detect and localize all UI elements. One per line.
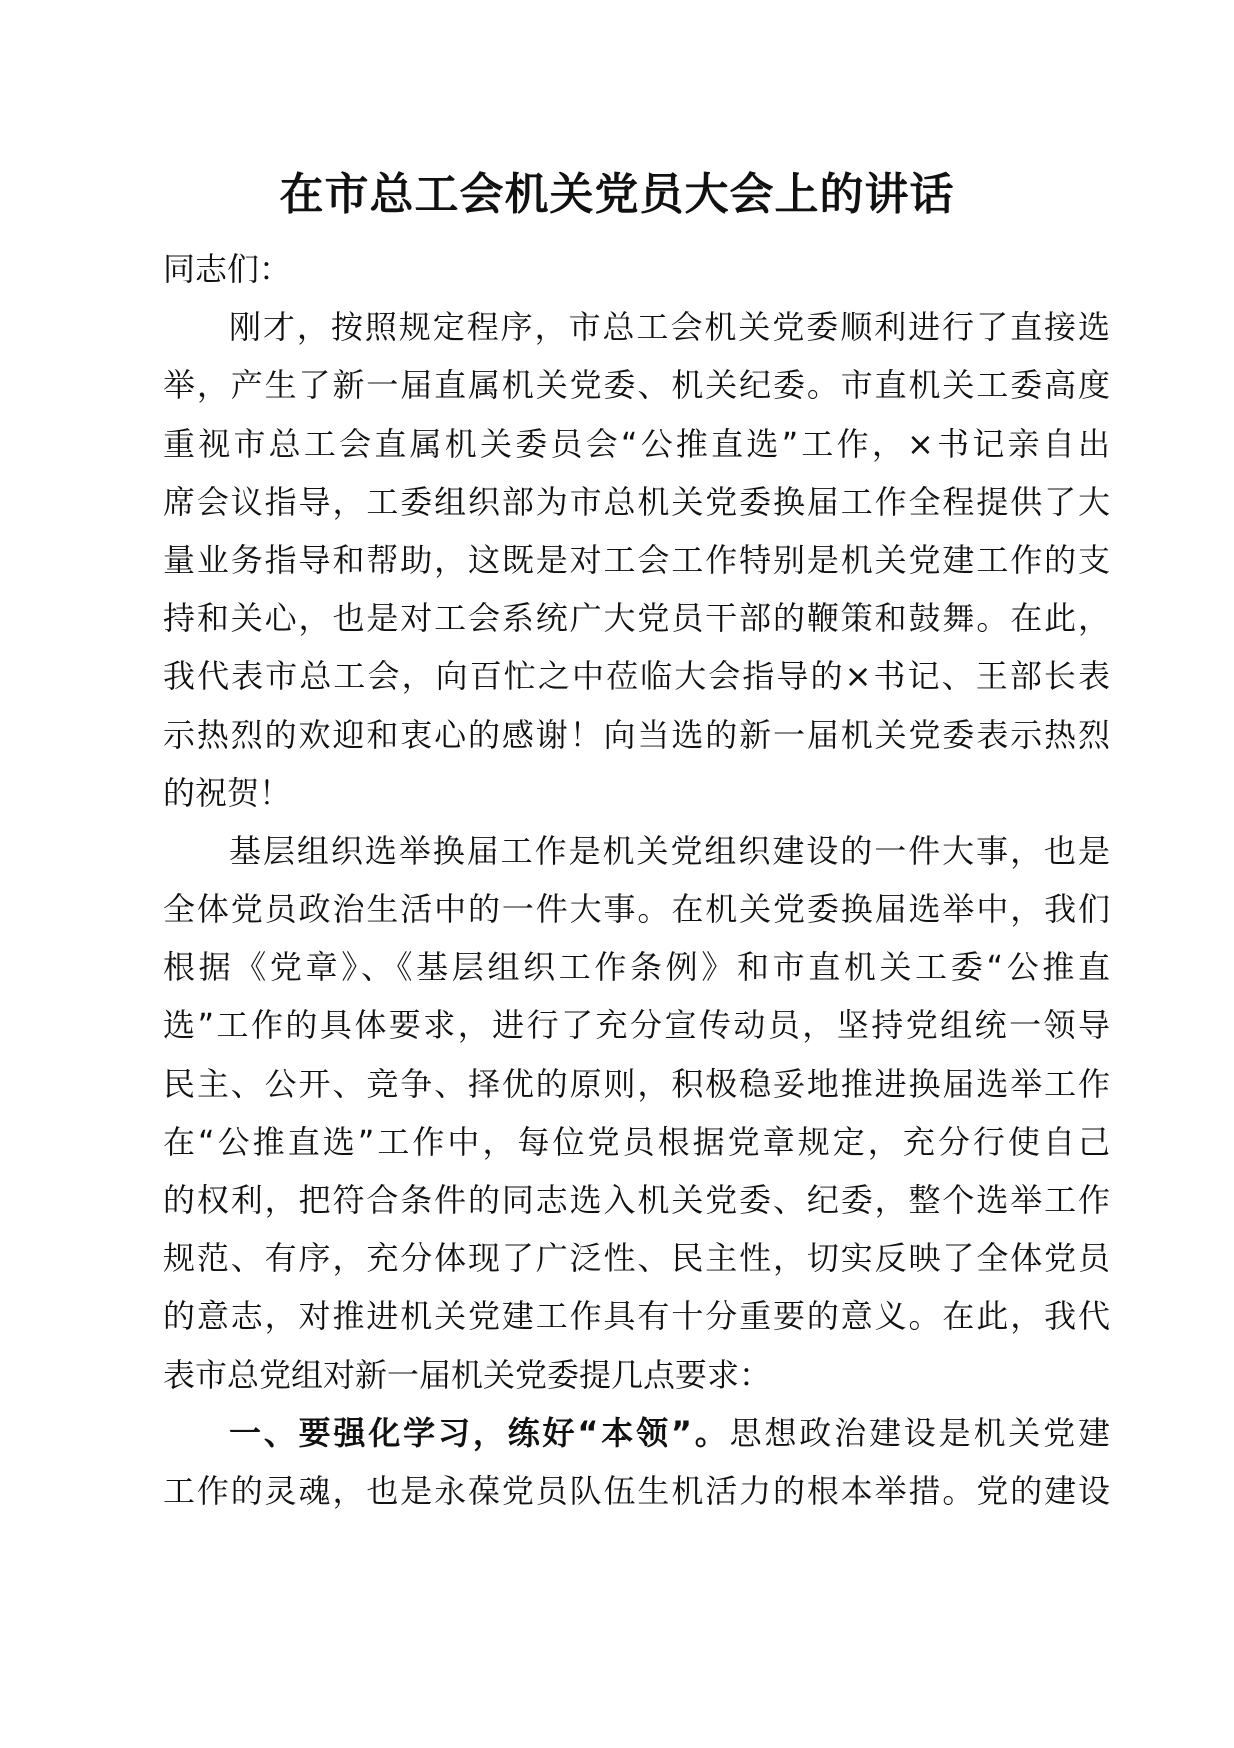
paragraph-line: 工作的灵魂，也是永葆党员队伍生机活力的根本举措。党的建设 [163, 1471, 1110, 1510]
paragraph-line: 的权利，把符合条件的同志选入机关党委、纪委，整个选举工作 [163, 1181, 1110, 1219]
paragraph-line: 表市总党组对新一届机关党委提几点要求： [163, 1355, 772, 1394]
paragraph-line: 量业务指导和帮助，这既是对工会工作特别是机关党建工作的支 [163, 540, 1110, 579]
paragraph-line: 示热烈的欢迎和衷心的感谢！向当选的新一届机关党委表示热烈 [163, 715, 1110, 754]
paragraph-line: 民主、公开、竞争、择优的原则，积极稳妥地推进换届选举工作 [163, 1064, 1110, 1103]
section-heading: 一、要强化学习，练好“本领”。 [229, 1413, 730, 1452]
document-title: 在市总工会机关党员大会上的讲话 [279, 169, 955, 220]
paragraph-line: 刚才，按照规定程序，市总工会机关党委顺利进行了直接选 [229, 308, 1110, 347]
paragraph-line: 举，产生了新一届直属机关党委、机关纪委。市直机关工委高度 [163, 366, 1110, 405]
paragraph-line: 基层组织选举换届工作是机关党组织建设的一件大事，也是 [229, 831, 1110, 870]
paragraph-line: 在“公推直选”工作中，每位党员根据党章规定，充分行使自己 [163, 1122, 1110, 1161]
paragraph-line: 根据《党章》、《基层组织工作条例》和市直机关工委“公推直 [163, 948, 1110, 987]
paragraph-line: 重视市总工会直属机关委员会“公推直选”工作，×书记亲自出 [163, 424, 1110, 463]
paragraph-line: 持和关心，也是对工会系统广大党员干部的鞭策和鼓舞。在此， [163, 599, 1110, 638]
document-body [163, 240, 1110, 1520]
paragraph-text: 思想政治建设是机关党建 [729, 1413, 1110, 1452]
section-heading-line [163, 1404, 1110, 1462]
salutation: 同志们： [163, 250, 292, 288]
paragraph-line: 的意志，对推进机关党建工作具有十分重要的意义。在此，我代 [163, 1297, 1110, 1336]
paragraph-line: 的祝贺！ [163, 773, 292, 812]
paragraph-line: 选”工作的具体要求，进行了充分宣传动员，坚持党组统一领导 [163, 1006, 1110, 1045]
paragraph-line: 席会议指导，工委组织部为市总机关党委换届工作全程提供了大 [163, 482, 1110, 521]
paragraph-line: 全体党员政治生活中的一件大事。在机关党委换届选举中，我们 [163, 890, 1110, 929]
paragraph-line: 我代表市总工会，向百忙之中莅临大会指导的×书记、王部长表 [163, 657, 1110, 696]
paragraph-line: 规范、有序，充分体现了广泛性、民主性，切实反映了全体党员 [163, 1239, 1110, 1278]
